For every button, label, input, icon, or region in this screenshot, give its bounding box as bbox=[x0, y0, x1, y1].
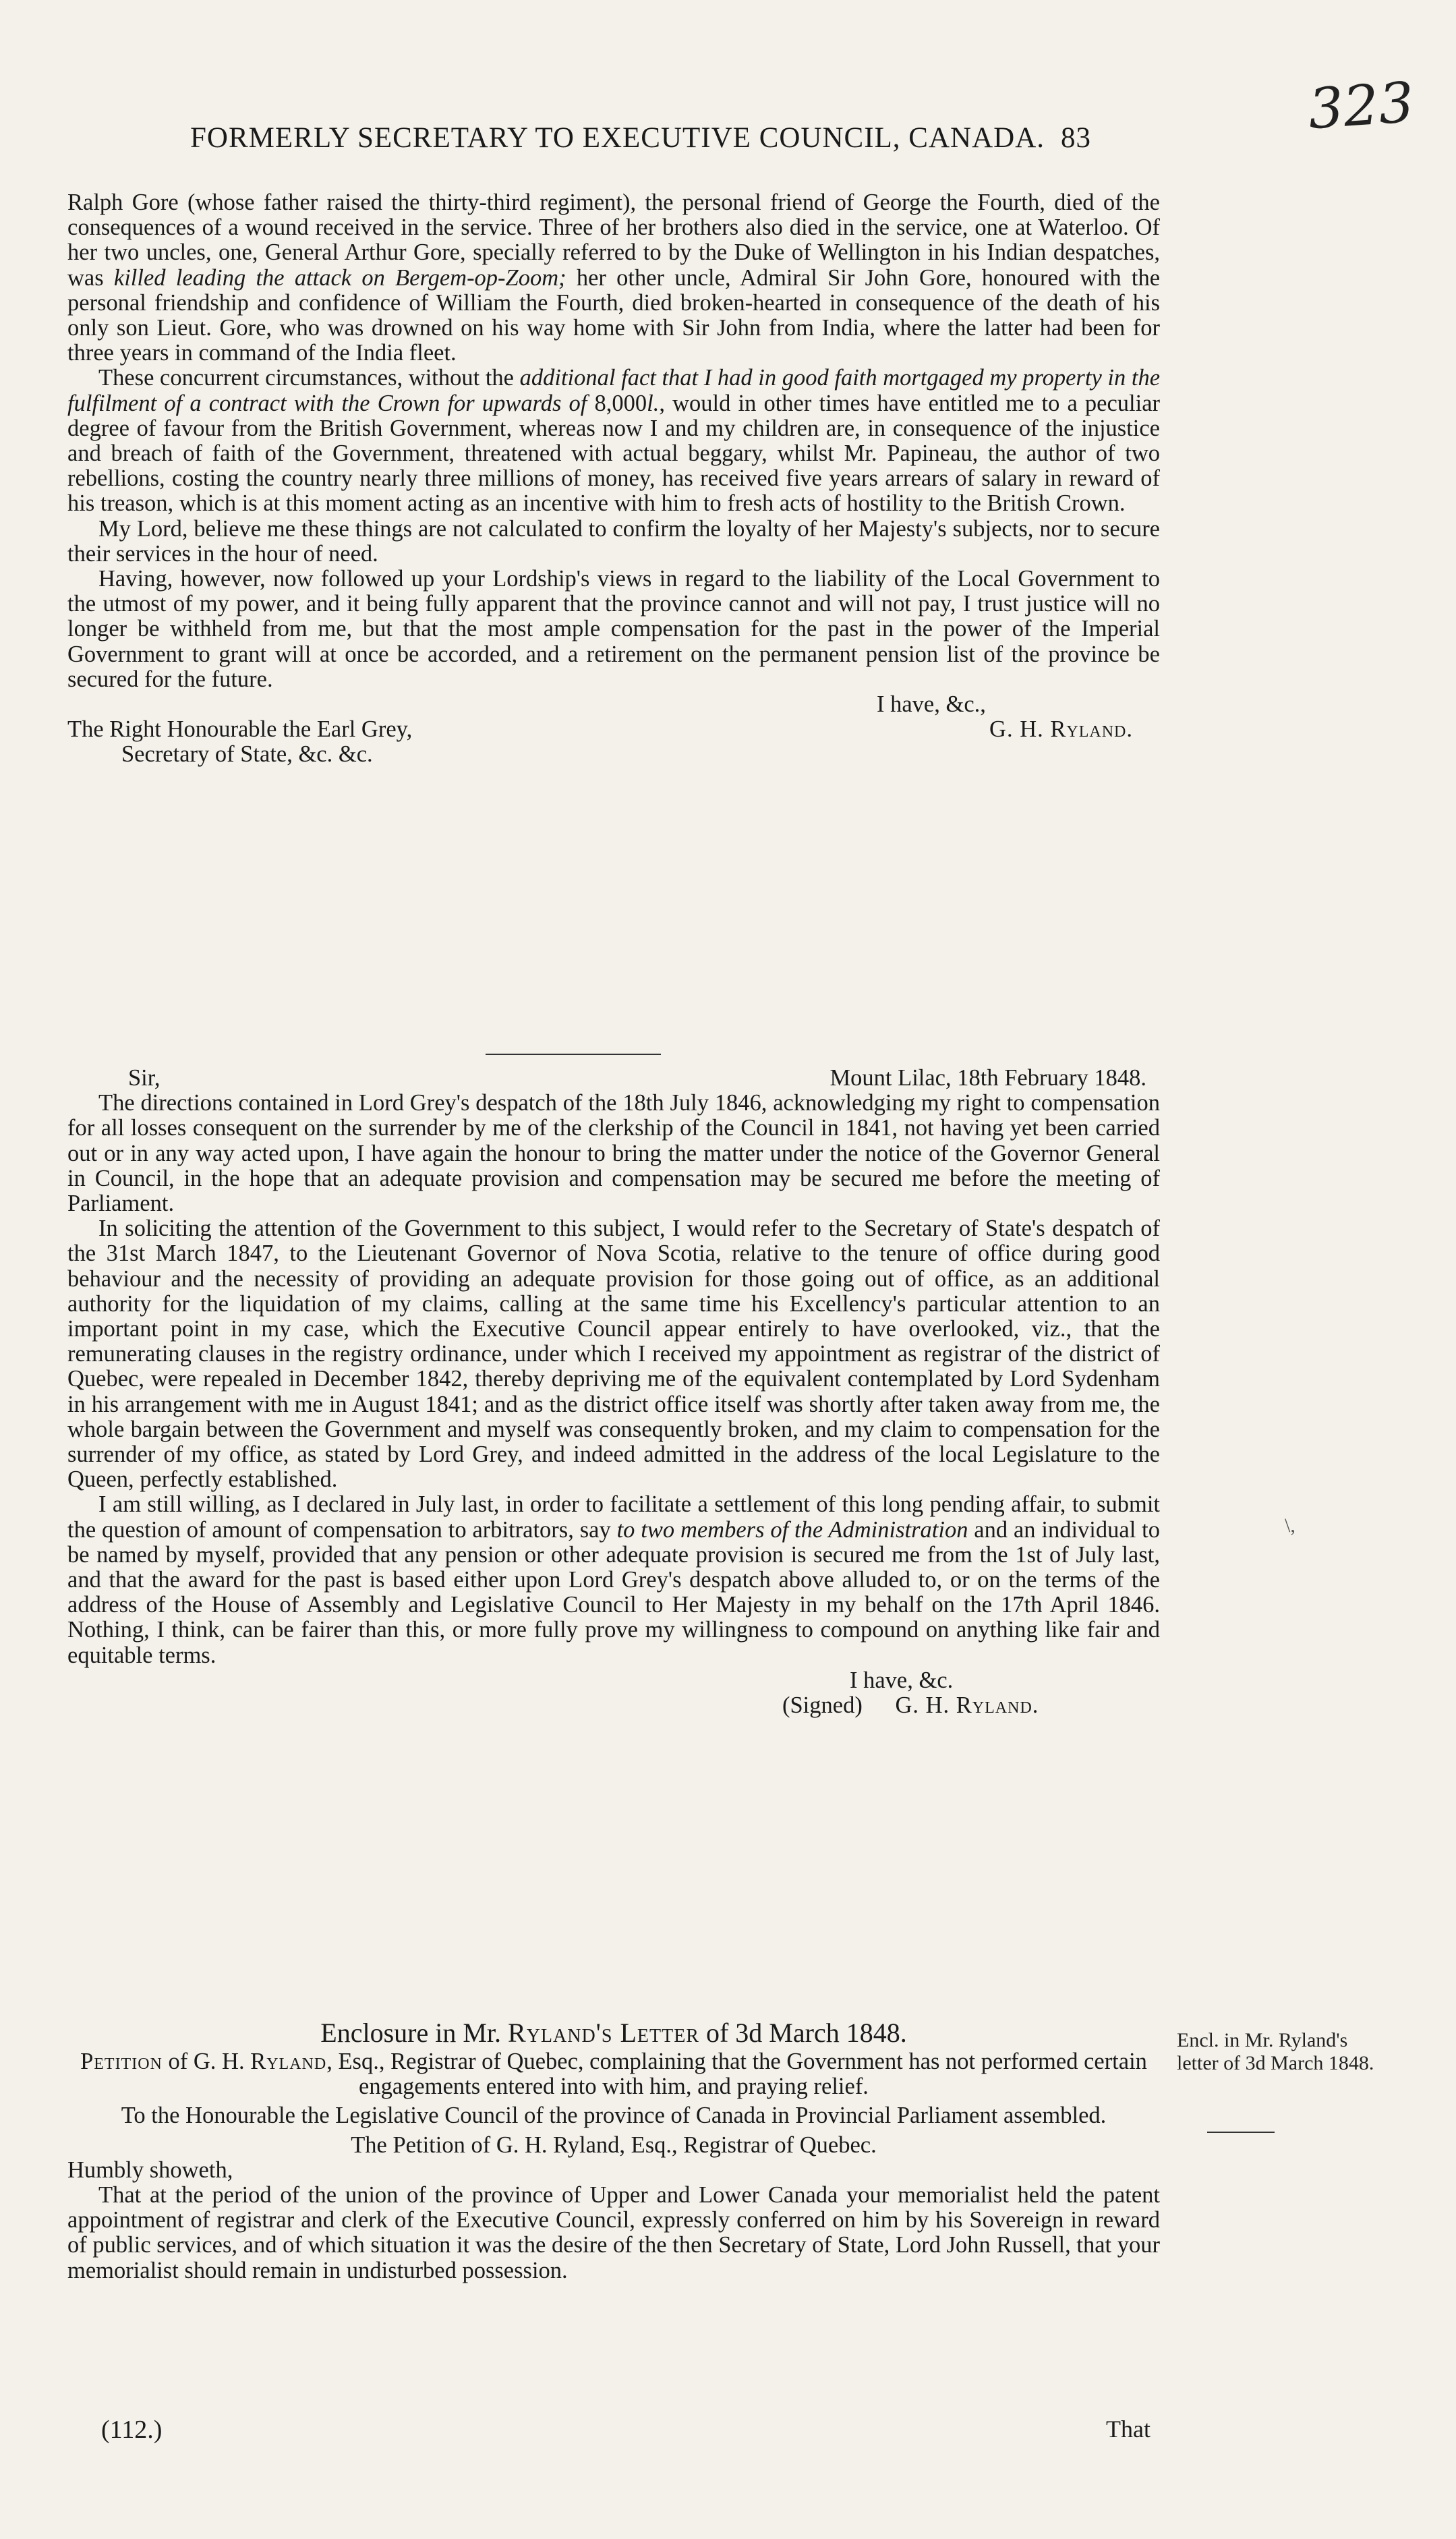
enclosure-heading: Enclosure in Mr. Ryland's Letter of 3d March 1848. bbox=[320, 2018, 907, 2048]
letter-two bbox=[67, 1066, 1160, 1718]
letter-one-paragraph-4: Having, however, now followed up your Lordship's views in regard to the liability of the Local Government to the utmost of my power, and it being fully apparent that the province cannot and will not pay, I trust justice will no longer be withheld from me, but that the most ample compensation for the past in the power of the Imperial Government to grant will at once be accorded, and a retirement on the permanent pension list of the province be secured for the future. bbox=[67, 566, 1160, 692]
letter-one-address-line bbox=[67, 717, 1160, 742]
letter-two-place-date: Mount Lilac, 18th February 1848. bbox=[829, 1065, 1146, 1091]
petition-title: The Petition of G. H. Ryland, Esq., Registrar of Quebec. bbox=[351, 2132, 877, 2158]
running-header bbox=[121, 121, 1160, 154]
letter-one-signature: G. H. Ryland. bbox=[989, 716, 1133, 743]
letter-two-closing: I have, &c. bbox=[850, 1667, 954, 1693]
letter-two-paragraph-3: I am still willing, as I declared in July last, in order to facilitate a settlement of this long pending affair, to submit the question of amount of compensation to arbitrators, say to two members of the Administration and an individual to be named by myself, provided that any pension or other adequate provision is secured me from the 1st of July last, and that the award for the past is based either upon Lord Grey's despatch above alluded to, or on the terms of the address of the House of Assembly and Legislative Council to Her Majesty in my behalf on the 17th April 1846. Nothing, I think, can be fairer than this, or more fully prove my willingness to compound on anything like fair and equitable terms. bbox=[67, 1491, 1160, 1668]
margin-note-rule bbox=[1207, 2132, 1275, 2133]
letter-two-salutation: Sir, bbox=[128, 1065, 161, 1091]
letter-two-paragraph-1: The directions contained in Lord Grey's despatch of the 18th July 1846, acknowledging my right to compensation for all losses consequent on the surrender by me of the clerkship of the Council in 1841, not having yet been carried out or in any way acted upon, I have again the honour to bring the matter under the notice of the Governor General in Council, in the hope that an adequate provision and compensation may be secured me before the meeting of Parliament. bbox=[67, 1090, 1160, 1217]
header-title: FORMERLY SECRETARY TO EXECUTIVE COUNCIL, CANADA. bbox=[190, 122, 1045, 154]
section-divider bbox=[486, 1054, 661, 1055]
letter-two-signature: G. H. Ryland. bbox=[895, 1692, 1039, 1719]
stray-mark: \, bbox=[1285, 1514, 1295, 1537]
letter-one bbox=[67, 190, 1160, 768]
letter-two-signature-line bbox=[67, 1693, 1160, 1718]
letter-one-paragraph-2: These concurrent circumstances, without the additional fact that I had in good faith mortgaged my property in the fulfilment of a contract with the Crown for upwards of 8,000l., would in other times have entitled me to a peculiar degree of favour from the British Government, whereas now I and my children are, in consequence of the injustice and breach of faith of the Government, threatened with actual beggary, whilst Mr. Papineau, the author of two rebellions, costing the country nearly three millions of money, has received five years arrears of salary in reward of his treason, which is at this moment acting as an incentive with him to fresh acts of hostility to the British Crown. bbox=[67, 365, 1161, 517]
page-number: 83 bbox=[1061, 122, 1091, 154]
letter-one-addressee-title: Secretary of State, &c. &c. bbox=[121, 741, 373, 768]
letter-one-closing: I have, &c., bbox=[877, 691, 986, 718]
letter-two-signed: (Signed) bbox=[782, 1692, 863, 1719]
letter-one-addressee: The Right Honourable the Earl Grey, bbox=[67, 716, 413, 743]
signature-mark: (112.) bbox=[101, 2416, 163, 2444]
letter-two-heading bbox=[67, 1066, 1160, 1091]
petition-paragraph-1: That at the period of the union of the province of Upper and Lower Canada your memorialist held the patent appointment of registrar and clerk of the Executive Council, expressly conferred on him by his Sovereign in reward of public services, and of which situation it was the desire of the then Secretary of State, Lord John Russell, that your memorialist should remain in undisturbed possession. bbox=[67, 2182, 1160, 2283]
margin-note: Encl. in Mr. Ryland's letter of 3d March 1848. bbox=[1177, 2029, 1374, 2074]
handwritten-page-number: 323 bbox=[1306, 70, 1416, 142]
letter-one-paragraph-3: My Lord, believe me these things are not calculated to confirm the loyalty of her Majesty's subjects, nor to secure their services in the hour of need. bbox=[67, 515, 1160, 567]
letter-two-paragraph-2: In soliciting the attention of the Government to this subject, I would refer to the Secretary of State's despatch of the 31st March 1847, to the Lieutenant Governor of Nova Scotia, relative to the tenure of office during good behaviour and the necessity of providing an adequate provision for those going out of office, as an additional authority for the liquidation of my claims, calling at the same time his Excellency's particular attention to an important point in my case, which the Executive Council appear entirely to have overlooked, viz., that the remunerating clauses in the registry ordinance, under which I received my appointment as registrar of the district of Quebec, were repealed in December 1842, thereby depriving me of the equivalent contemplated by Lord Sydenham in his arrangement with me in August 1841; and as the district office itself was shortly after taken away from me, the whole bargain between the Government and myself was consequently broken, and my claim to compensation for the surrender of my office, as stated by Lord Grey, and indeed admitted in the address of the local Legislature to the Queen, perfectly established. bbox=[67, 1216, 1160, 1493]
petition-addressee: To the Honourable the Legislative Council of the province of Canada in Provincial Parliament assembled. bbox=[121, 2103, 1107, 2129]
petition-showeth: Humbly showeth, bbox=[67, 2157, 233, 2183]
enclosure bbox=[67, 2017, 1160, 2283]
petition-summary: Petition of G. H. Ryland, Esq., Registrar of Quebec, complaining that the Government has not performed certain engagements entered into with him, and praying relief. bbox=[80, 2049, 1147, 2100]
catchword: That bbox=[1106, 2416, 1151, 2443]
letter-one-paragraph-1: Ralph Gore (whose father raised the thirty-third regiment), the personal friend of George the Fourth, died of the consequences of a wound received in the service. Three of her brothers also died in the service, one at Waterloo. Of her two uncles, one, General Arthur Gore, specially referred to by the Duke of Wellington in his Indian despatches, was killed leading the attack on Bergem-op-Zoom; her other uncle, Admiral Sir John Gore, honoured with the personal friendship and confidence of William the Fourth, died broken-hearted in consequence of the death of his only son Lieut. Gore, who was drowned on his way home with Sir John from India, where the latter had been for three years in command of the India fleet. bbox=[67, 190, 1161, 366]
